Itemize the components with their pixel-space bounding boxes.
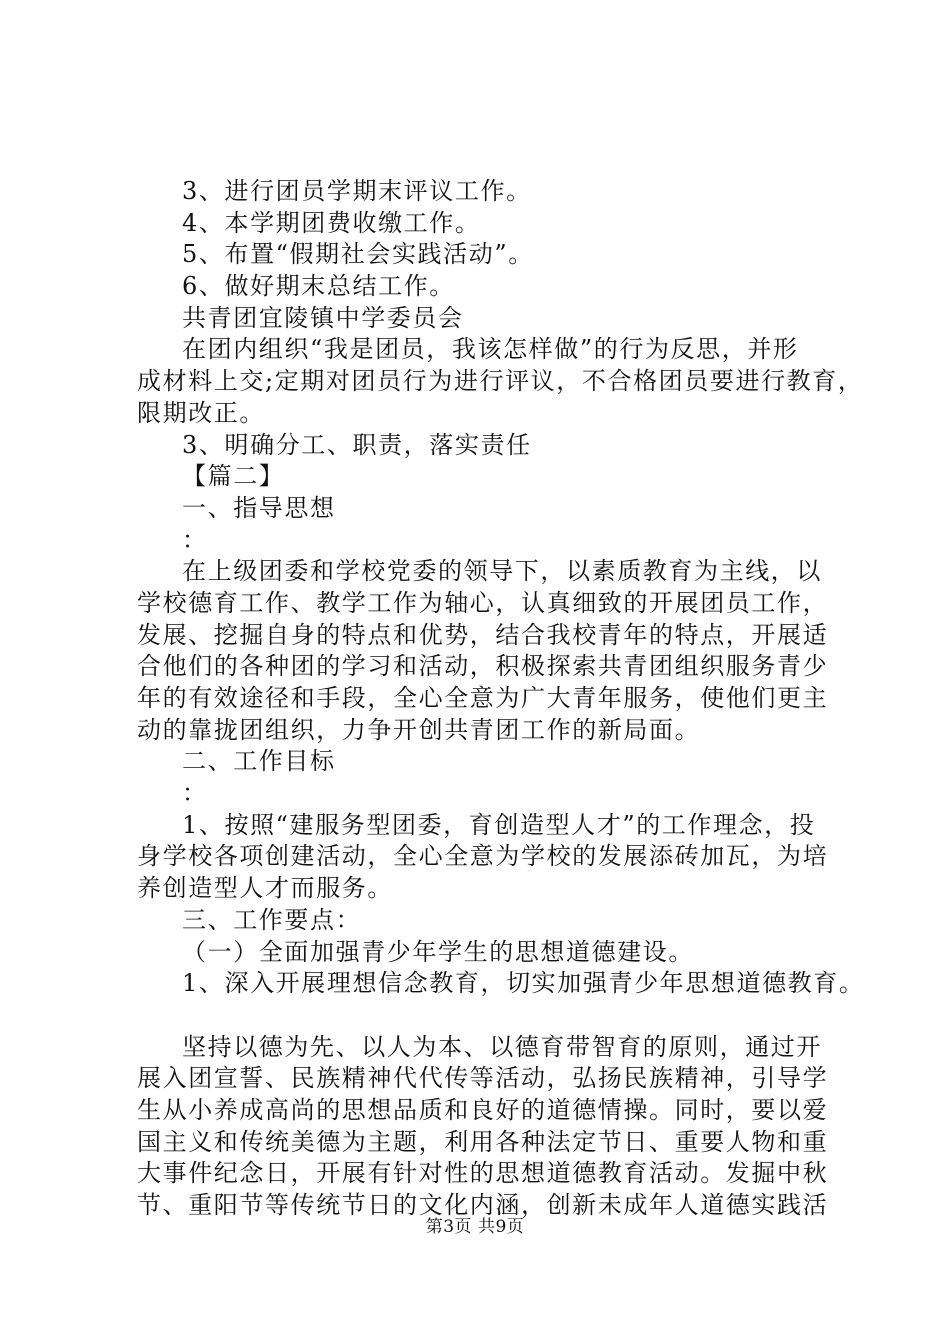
text-line: 一、指导思想	[182, 493, 336, 522]
text-line: 5、布置“假期社会实践活动”。	[182, 240, 534, 269]
text-line: 3、进行团员学期末评议工作。	[182, 177, 532, 205]
text-line: 坚持以德为先、以人为本、以德育带智育的原则，通过开	[182, 1032, 822, 1061]
text-line: 共青团宜陵镇中学委员会	[182, 303, 464, 332]
text-line: 限期改正。	[137, 398, 265, 427]
blank-line	[137, 1000, 837, 1032]
text-line: 1、深入开展理想信念教育，切实加强青少年思想道德教育。	[182, 969, 865, 998]
page-footer: 第3页 共9页	[425, 1217, 525, 1237]
text-line: 3、明确分工、职责，落实责任	[182, 430, 532, 459]
text-line: 动的靠拢团组织，力争开创共青团工作的新局面。	[137, 715, 701, 744]
text-line: 1、按照“建服务型团委，育创造型人才”的工作理念，投	[182, 810, 816, 839]
text-line: 三、工作要点：	[182, 905, 362, 934]
text-line: 节、重阳节等传统节日的文化内涵，创新未成年人道德实践活	[137, 1191, 829, 1219]
text-line: （一）全面加强青少年学生的思想道德建设。	[182, 937, 694, 966]
text-line: ：	[182, 779, 208, 808]
text-line: 身学校各项创建活动，全心全意为学校的发展添砖加瓦，为培	[137, 842, 829, 871]
text-line: 在团内组织“我是团员，我该怎样做”的行为反思，并形	[182, 335, 799, 364]
text-line: 大事件纪念日，开展有针对性的思想道德教育活动。发掘中秋	[137, 1159, 829, 1188]
text-line: 生从小养成高尚的思想品质和良好的道德情操。同时，要以爱	[137, 1095, 829, 1124]
text-line: 展入团宣誓、民族精神代代传等活动，弘扬民族精神，引导学	[137, 1064, 829, 1093]
text-line: 成材料上交;定期对团员行为进行评议，不合格团员要进行教育，	[137, 367, 864, 396]
document-body	[137, 176, 865, 1222]
text-line: 二、工作目标	[182, 747, 336, 776]
text-line: 养创造型人才而服务。	[137, 874, 393, 903]
text-line: 4、本学期团费收缴工作。	[182, 208, 481, 237]
text-line: 合他们的各种团的学习和活动，积极探索共青团组织服务青少	[137, 652, 829, 681]
text-line: ：	[182, 525, 208, 554]
text-line: 发展、挖掘自身的特点和优势，结合我校青年的特点，开展适	[137, 620, 829, 649]
text-line: 学校德育工作、教学工作为轴心，认真细致的开展团员工作，	[137, 588, 829, 617]
text-line: 国主义和传统美德为主题，利用各种法定节日、重要人物和重	[137, 1127, 829, 1156]
text-line: 6、做好期末总结工作。	[182, 272, 455, 301]
text-line: 【篇二】	[182, 462, 285, 491]
text-line: 在上级团委和学校党委的领导下，以素质教育为主线，以	[182, 557, 822, 586]
text-line: 年的有效途径和手段，全心全意为广大青年服务，使他们更主	[137, 684, 829, 712]
